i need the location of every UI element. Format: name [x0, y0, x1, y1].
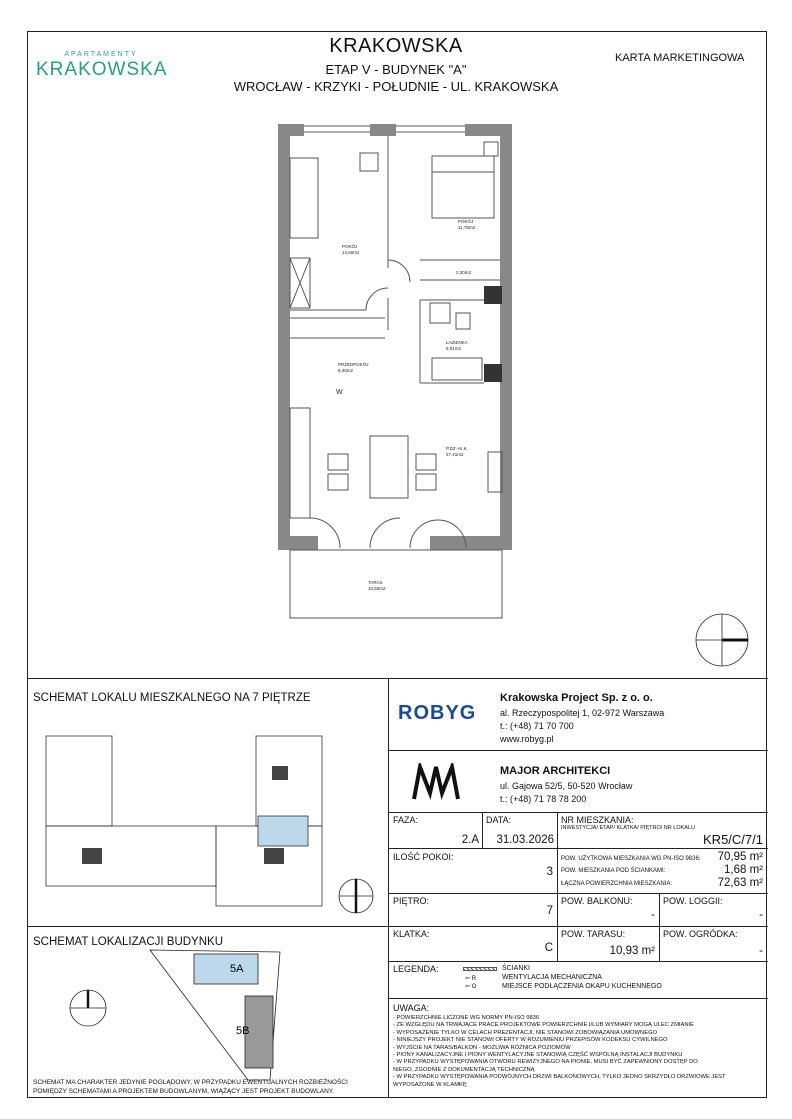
major-logo-icon [412, 763, 464, 801]
building-5a-label: 5A [230, 963, 244, 975]
architect-name: MAJOR ARCHITEKCI [500, 765, 611, 777]
faza-label: FAZA: [393, 815, 419, 825]
pietro-value: 7 [546, 905, 553, 917]
building-schema-title: SCHEMAT LOKALIZACJI BUDYNKU [33, 936, 224, 948]
klatka-label: KLATKA: [393, 929, 430, 939]
w-marker: W [336, 389, 343, 396]
divider-vertical [388, 678, 389, 1098]
pokoi-value: 3 [546, 866, 553, 878]
legend-vent-icon: ⇦ R [465, 976, 477, 982]
uwagi-line: - ZE WZGLĘDU NA TRWAJĄCE PRACE PROJEKTOWE POWIERZCHNIE I/LUB WYMIARY MOGĄ ULEC ZMIANIE [393, 1022, 695, 1029]
klatka-value: C [544, 942, 553, 954]
schema-disclaimer: SCHEMAT MA CHARAKTER JEDYNIE POGLĄDOWY, W PRZYPADKU EWENTUALNYCH ROZBIEŻNOŚCI POMIĘDZY SCHEMATAMI A PROJEKTEM BUDOWLANYM, WIĄŻĄCY JEST PROJEKT BUDOWLANY. [33, 1079, 348, 1095]
compass-icon [692, 610, 752, 670]
data-value: 31.03.2026 [496, 834, 554, 846]
room2-name: POKÓJ [458, 219, 474, 224]
logo-top-text: APARTAMENTY [64, 51, 138, 58]
col-div-2 [557, 812, 558, 961]
architect-phone: t.: (+48) 71 78 78 200 [500, 794, 587, 804]
nr-value: KR5/C/7/1 [703, 832, 763, 847]
floor-schema-title: SCHEMAT LOKALU MIESZKALNEGO NA 7 PIĘTRZE [33, 692, 311, 704]
nr-sublabel: INWESTYCJA/ ETAP/ KLATKA/ PIĘTRO/ NR LOKALU [561, 825, 695, 831]
uwagi-line: - POWIERZCHNIE LICZONE WG NORMY PN-ISO 9836 [393, 1015, 540, 1021]
developer-name: Krakowska Project Sp. z o. o. [500, 692, 653, 704]
ogrodek-label: POW. OGRÓDKA: [663, 929, 738, 939]
page-title: KRAKOWSKA [329, 35, 463, 57]
balkon-value: - [651, 909, 655, 921]
divider-dev [388, 750, 768, 751]
divider-row1 [388, 848, 768, 849]
legend-hood-icon: ⇦ O [465, 984, 477, 990]
doc-type: KARTA MARKETINGOWA [615, 52, 745, 64]
pow-skos-value: 1,68 m² [724, 864, 763, 876]
legend-1: ŚCIANKI [502, 965, 531, 972]
divider-row5 [388, 998, 768, 999]
uwagi-line: - WYJŚCIE NA TARAS/BALKON - MOŻLIWA RÓŻNICA POZIOMÓW [393, 1044, 571, 1051]
building-5a [194, 954, 258, 984]
page-location: WROCŁAW - KRZYKI - POŁUDNIE - UL. KRAKOWSKA [233, 79, 559, 94]
building-schema [60, 948, 380, 1098]
developer-web[interactable]: www.robyg.pl [500, 734, 554, 744]
living-name: P.DZ.+K.K. [446, 446, 469, 451]
legend-wall-icon [463, 967, 497, 971]
living-area: 27,41m2 [446, 452, 464, 457]
closet-area: 2,30m2 [456, 270, 472, 275]
architect-address: ul. Gajowa 52/5, 50-520 Wrocław [500, 781, 633, 791]
faza-value: 2.A [461, 834, 479, 846]
pow-uzytk-label: POW. UŻYTKOWA MIESZKANIA WG PN-ISO 9836: [561, 856, 701, 862]
uwagi-line: - PIONY KANALIZACYJNE I PIONY WENTYLACYJNE STANOWIĄ CZĘŚĆ WSPÓLNĄ INSTALACJI BUDYNKU [393, 1052, 683, 1059]
room2-area: 11,75m2 [458, 225, 476, 230]
pow-laczna-value: 72,63 m² [717, 877, 763, 889]
pow-laczna-label: ŁĄCZNA POWIERZCHNIA MIESZKANIA: [561, 881, 673, 887]
bath-area: 5,01m2 [446, 346, 462, 351]
divider-plan [27, 678, 768, 679]
pietro-label: PIĘTRO: [393, 896, 430, 906]
uwagi-line: - WYPOSAŻENIE TYLKO W CELACH PREZENTACJI, NIE STANOWI ZOBOWIĄZANIA UMOWNEGO [393, 1029, 658, 1036]
legend-2: WENTYLACJA MECHANICZNA [502, 974, 602, 981]
col-div-3 [659, 893, 660, 961]
data-label: DATA: [486, 815, 512, 825]
uwagi-list [393, 1015, 763, 1089]
logo-main-text: KRAKOWSKA [36, 59, 168, 80]
terrace-name: TARAS [368, 580, 383, 585]
developer-phone: t.: (+48) 71 70 700 [500, 721, 574, 731]
floor-plan [270, 118, 520, 628]
uwagi-line: - W PRZYPADKU WYSTĘPOWANIA PODWÓJNYCH DRZWI BALKONOWYCH, TYLKO JEDNO SKRZYDŁO DRZWIOWE JEST [393, 1074, 726, 1081]
divider-row3 [388, 926, 768, 927]
plan-walls [278, 124, 512, 550]
pokoi-label: ILOŚĆ POKOI: [393, 852, 454, 862]
nr-label: NR MIESZKANIA: [561, 815, 634, 825]
hall-name: PRZEDPOKÓJ [338, 362, 369, 367]
balkon-label: POW. BALKONU: [561, 896, 633, 906]
taras-label: POW. TARASU: [561, 929, 626, 939]
uwagi-line: WYPOSAŻONE W KLAMKĘ [393, 1081, 467, 1088]
ogrodek-value: - [759, 945, 763, 957]
uwagi-line: - W PRZYPADKU WYSTĘPOWANIA OTWORU REWIZYJNEGO NA PIONIE, MUSI BYĆ ZAPEWNIONY DOSTĘP DO [393, 1059, 698, 1066]
uwagi-title: UWAGA: [393, 1003, 430, 1013]
uwagi-line: - NINIEJSZY PROJEKT NIE STANOWI OFERTY W ROZUMIENIU PRZEPISÓW KODEKSU CYWILNEGO [393, 1037, 668, 1044]
page-stage: ETAP V - BUDYNEK "A" [325, 62, 467, 77]
highlighted-unit [258, 816, 308, 846]
divider-row4 [388, 961, 768, 962]
divider-arch [388, 812, 768, 813]
compass-small-icon [336, 876, 376, 916]
floor-schema [40, 730, 330, 915]
hall-area: 9,40m2 [338, 368, 354, 373]
loggia-value: - [759, 909, 763, 921]
room1-name: POKÓJ [342, 244, 358, 249]
developer-address: al. Rzeczypospolitej 1, 02-972 Warszawa [500, 708, 665, 718]
pow-skos-label: POW. MIESZKANIA POD ŚCIANKAMI: [561, 868, 666, 874]
loggia-label: POW. LOGGII: [663, 896, 723, 906]
pow-uzytk-value: 70,95 m² [717, 851, 763, 863]
divider-schemes [27, 926, 388, 927]
legend-3: MIEJSCE PODŁĄCZENIA OKAPU KUCHENNEGO [502, 983, 662, 990]
building-5b-label: 5B [236, 1025, 250, 1037]
robyg-logo: ROBYG [398, 702, 477, 724]
room1-area: 14,60m2 [342, 250, 360, 255]
col-div-1 [482, 812, 483, 848]
bath-name: ŁAZIENKA [446, 340, 468, 345]
uwagi-line: NIEGO, ZGODNIE Z DOKUMENTACJĄ TECHNICZNĄ [393, 1066, 535, 1073]
legenda-label: LEGENDA: [393, 964, 439, 974]
divider-row2 [388, 893, 768, 894]
taras-value: 10,93 m² [609, 945, 655, 957]
terrace-area: 10,93m2 [368, 586, 386, 591]
